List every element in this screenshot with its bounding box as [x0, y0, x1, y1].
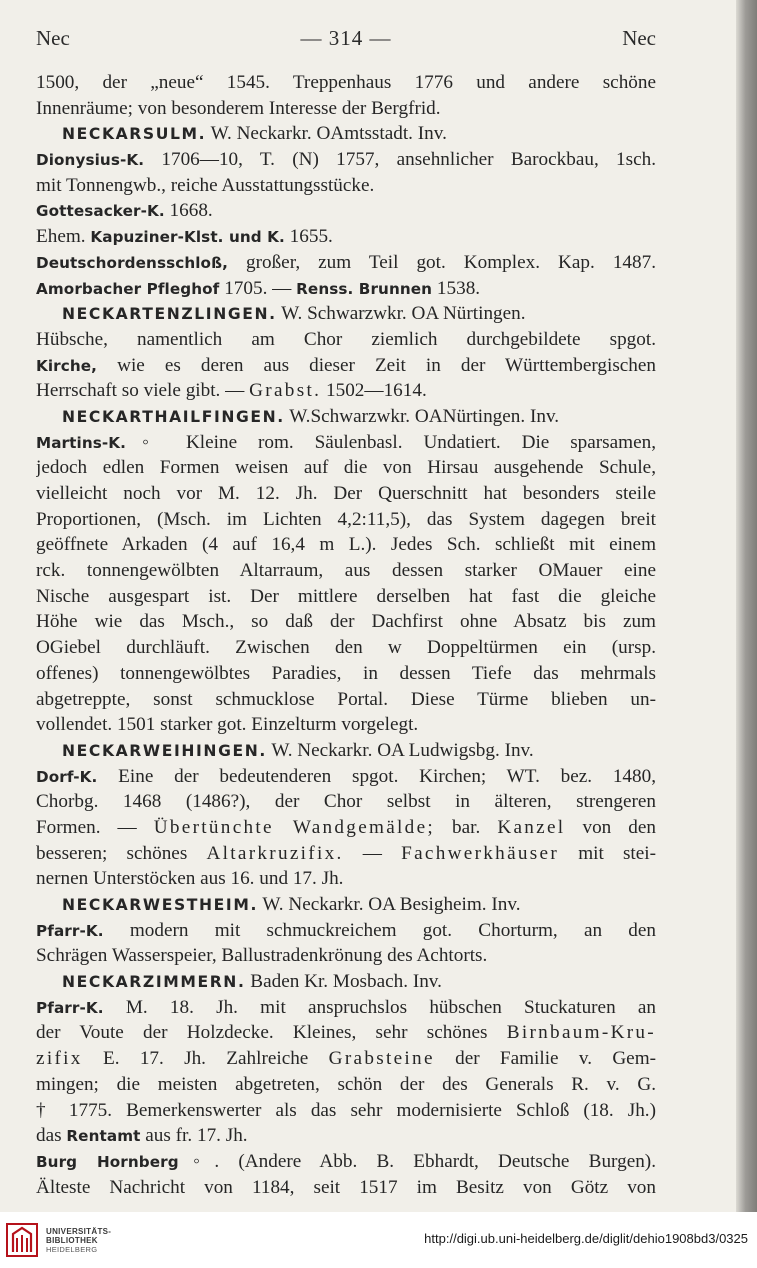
text-line: Proportionen, (Msch. im Lichten 4,2:11,5), das System dagegen breit	[36, 508, 656, 530]
place-heading: NECKARWESTHEIM. W. Neckarkr. OA Besigheim. Inv.	[62, 894, 521, 915]
text-line: Kirche, wie es deren aus dieser Zeit in der Württembergischen	[36, 354, 656, 376]
place-heading: NECKARWEIHINGEN. W. Neckarkr. OA Ludwigsbg. Inv.	[62, 739, 534, 761]
text-line: Schrägen Wasserspeier, Ballustradenkrönung des Achtorts.	[36, 945, 488, 967]
header-right: Nec	[622, 26, 656, 50]
text-line: rck. tonnengewölbten Altarraum, aus dessen starker OMauer eine	[36, 560, 656, 582]
text-line: Pfarr-K. modern mit schmuckreichem got. Chorturm, an den	[36, 919, 656, 941]
text-line: geöffnete Arkaden (4 auf 16,4 m L.). Jedes Sch. schließt mit einem	[36, 534, 656, 556]
body-text	[36, 70, 656, 1200]
place-heading: NECKARTENZLINGEN. W. Schwarzwkr. OA Nürtingen.	[62, 303, 526, 325]
text-line: Formen. — Übertünchte Wandgemälde; bar. Kanzel von den	[36, 816, 656, 838]
text-line: jedoch edlen Formen weisen auf die von Hirsau ausgehende Schule,	[36, 457, 656, 479]
text-line: vollendet. 1501 starker got. Einzelturm vorgelegt.	[36, 714, 419, 736]
text-line: mit Tonnengwb., reiche Ausstattungsstücke.	[36, 174, 375, 196]
text-line: OGiebel durchläuft. Zwischen den w Doppeltürmen ein (ursp.	[36, 637, 656, 659]
text-line: Deutschordensschloß, großer, zum Teil got. Komplex. Kap. 1487.	[36, 251, 656, 273]
place-heading: NECKARTHAILFINGEN. W.Schwarzwkr. OANürtingen. Inv.	[62, 405, 560, 427]
place-heading: NECKARSULM. W. Neckarkr. OAmtsstadt. Inv.	[62, 123, 447, 145]
library-logo-icon	[6, 1222, 38, 1258]
text-line: Dionysius-K. 1706—10, T. (N) 1757, ansehnlicher Barockbau, 1sch.	[36, 149, 656, 171]
place-heading: NECKARZIMMERN. Baden Kr. Mosbach. Inv.	[62, 971, 442, 993]
text-line: Höhe wie das Msch., so daß der Dachfirst ohne Absatz bis zum	[36, 611, 656, 633]
library-name-line: HEIDELBERG	[46, 1245, 98, 1254]
text-line: Ehem. Kapuziner-Klst. und K. 1655.	[36, 226, 333, 248]
text-line: mingen; die meisten abgetreten, schön der des Generals R. v. G.	[36, 1073, 656, 1095]
text-line: der Voute der Holzdecke. Kleines, sehr schönes Birnbaum-Kru-	[36, 1022, 656, 1044]
text-line: vielleicht noch vor M. 12. Jh. Der Querschnitt hat besonders steile	[36, 483, 656, 504]
text-line: Burg Hornberg◦. (Andere Abb. B. Ebhardt, Deutsche Burgen).	[36, 1150, 656, 1172]
text-line: zifix E. 17. Jh. Zahlreiche Grabsteine der Familie v. Gem-	[36, 1048, 656, 1070]
page-number: — 314 —	[300, 26, 392, 50]
text-line: Gottesacker-K. 1668.	[36, 200, 213, 222]
header-left: Nec	[36, 26, 70, 50]
text-line: offenes) tonnengewölbtes Paradies, in dessen Tiefe das mehrmals	[36, 662, 656, 684]
library-name-line: UNIVERSITÄTS-	[46, 1227, 112, 1236]
text-line: Nische ausgespart ist. Der mittlere derselben hat fast die gleiche	[36, 585, 656, 607]
text-line: 1500, der „neue“ 1545. Treppenhaus 1776 und andere schöne	[36, 72, 656, 93]
text-line: Herrschaft so viele gibt. — Grabst. 1502—1614.	[36, 380, 427, 402]
text-line: Älteste Nachricht von 1184, seit 1517 im Besitz von Götz von	[36, 1176, 656, 1198]
text-line: † 1775. Bemerkenswerter als das sehr modernisierte Schloß (18. Jh.)	[36, 1099, 656, 1121]
text-line: Chorbg. 1468 (1486?), der Chor selbst in älteren, strengeren	[36, 791, 656, 813]
text-line: besseren; schönes Altarkruzifix. — Fachwerkhäuser mit stei-	[36, 842, 656, 864]
library-name-line: BIBLIOTHEK	[46, 1236, 98, 1245]
library-name	[46, 1227, 111, 1254]
text-line: Martins-K.◦ Kleine rom. Säulenbasl. Undatiert. Die sparsamen,	[36, 431, 656, 453]
page-edge-shadow	[736, 0, 757, 1212]
text-line: Amorbacher Pfleghof 1705. — Renss. Brunnen 1538.	[36, 277, 481, 299]
text-line: Innenräume; von besonderem Interesse der Bergfrid.	[36, 97, 441, 119]
text-line: Hübsche, namentlich am Chor ziemlich durchgebildete spgot.	[36, 328, 656, 350]
text-line: Dorf-K. Eine der bedeutenderen spgot. Kirchen; WT. bez. 1480,	[36, 765, 656, 787]
text-line: Pfarr-K. M. 18. Jh. mit anspruchslos hübschen Stuckaturen an	[36, 996, 656, 1018]
text-line: das Rentamt aus fr. 17. Jh.	[36, 1125, 248, 1147]
permalink-url[interactable]: http://digi.ub.uni-heidelberg.de/diglit/dehio1908bd3/0325	[424, 1231, 748, 1246]
text-line: nernen Unterstöcken aus 16. und 17. Jh.	[36, 868, 344, 890]
text-line: abgetreppte, sonst schmucklose Portal. Diese Türme blieben un-	[36, 688, 656, 710]
running-header	[36, 26, 656, 56]
footer-bar	[0, 1212, 757, 1268]
